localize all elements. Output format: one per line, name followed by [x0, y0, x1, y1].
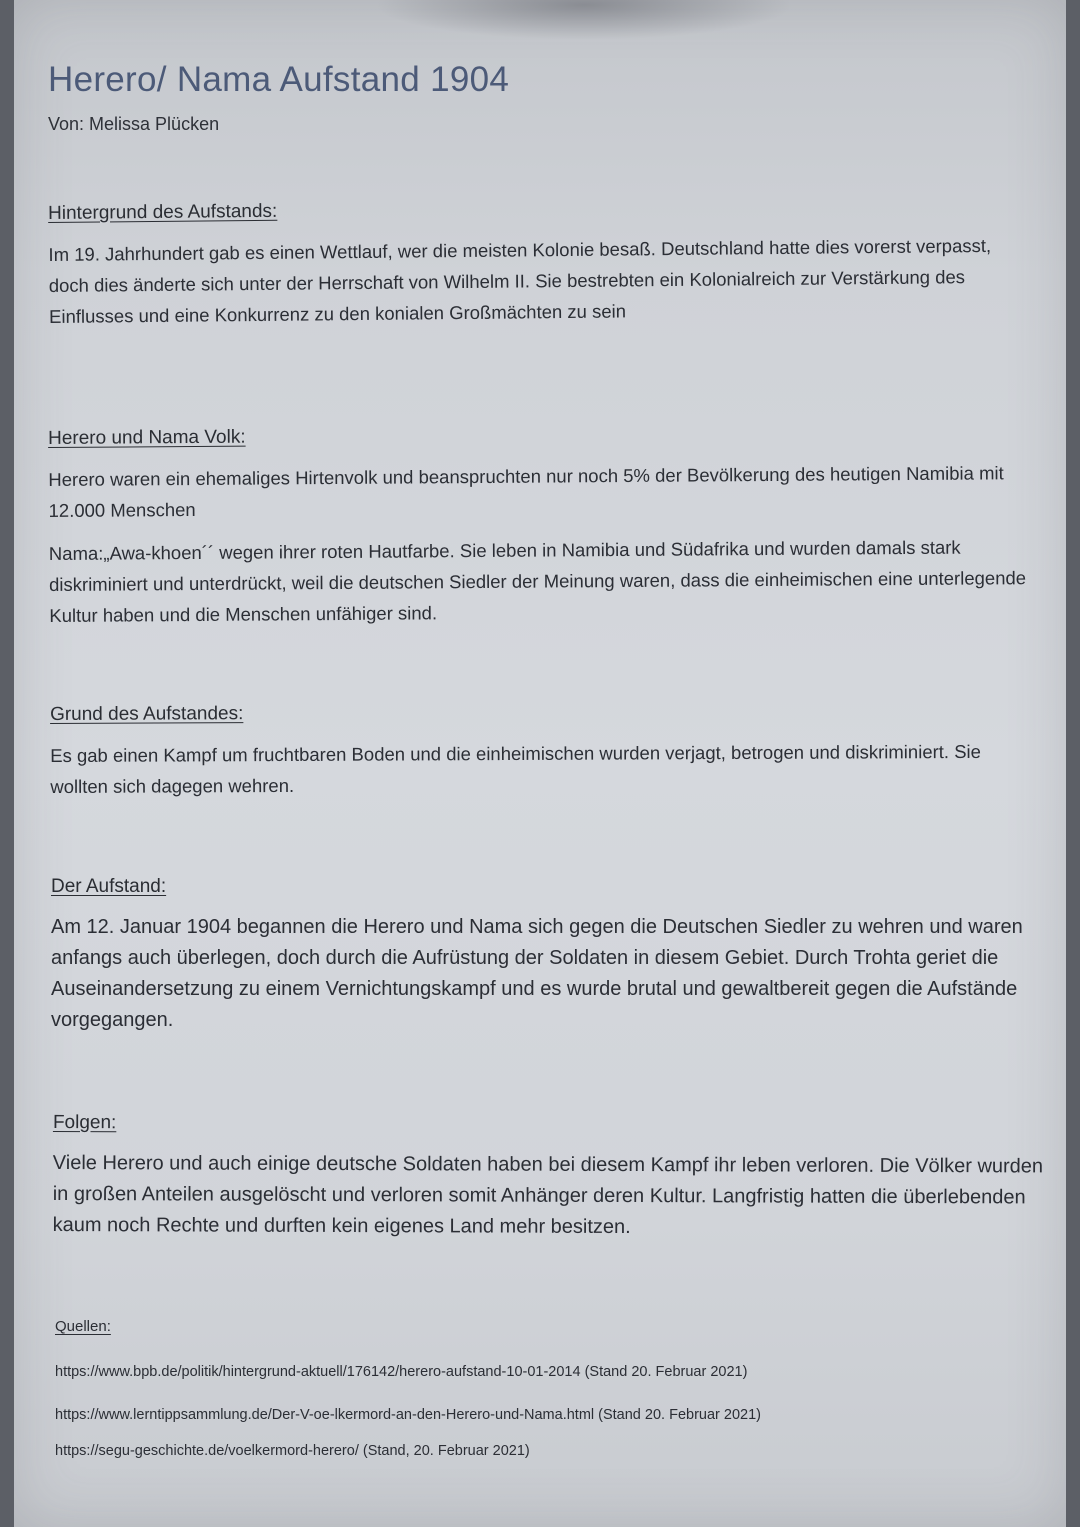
- document-page: [14, 0, 1066, 1527]
- section-paragraph: Im 19. Jahrhundert gab es einen Wettlauf, wer die meisten Kolonie besaß. Deutschland hatte dies vorerst verpasst, doch dies änderte sich unter der Herrschaft von Wilhelm II. Sie bestrebten ein Kolonialreich zur Verstärkung des Einflusses und eine Konkurrenz zu den konialen Großmächten zu sein: [48, 234, 992, 327]
- source-item: https://www.lerntippsammlung.de/Der-V-oe-lkermord-an-den-Herero-und-Nama.html (Stand 20. Februar 2021): [55, 1407, 761, 1423]
- section-paragraph: Nama:„Awa-khoen´´ wegen ihrer roten Hautfarbe. Sie leben in Namibia und Südafrika und wurden damals stark diskriminiert und unterdrückt, weil die deutschen Siedler der Meinung waren, dass die einheimischen eine unterlegende Kultur haben und die Menschen unfähiger sind.: [48, 536, 1027, 626]
- section-herero-nama-volk: [48, 421, 1034, 643]
- section-paragraph: Es gab einen Kampf um fruchtbaren Boden und die einheimischen wurden verjagt, betrogen und diskriminiert. Sie wollten sich dagegen wehren.: [50, 740, 981, 797]
- section-heading: Der Aufstand:: [51, 876, 167, 897]
- sources-label: Quellen:: [55, 1318, 111, 1335]
- source-item: https://segu-geschichte.de/voelkermord-herero/ (Stand, 20. Februar 2021): [55, 1443, 530, 1459]
- section-hintergrund: [48, 194, 1034, 344]
- document-title: Herero/ Nama Aufstand 1904: [48, 60, 510, 99]
- section-heading: Grund des Aufstandes:: [50, 703, 244, 725]
- section-heading: Herero und Nama Volk:: [48, 426, 246, 449]
- section-paragraph: Herero waren ein ehemaliges Hirtenvolk und beanspruchten nur noch 5% der Bevölkerung des heutigen Namibia mit 12.000 Menschen: [48, 462, 1004, 521]
- section-grund: [50, 700, 1035, 814]
- camera-shadow: [374, 0, 794, 40]
- section-der-aufstand: [51, 876, 1041, 1048]
- section-paragraph: Am 12. Januar 1904 begannen die Herero und Nama sich gegen die Deutschen Siedler zu wehren und waren anfangs auch überlegen, doch durch die Aufrüstung der Soldaten in diesem Gebiet. Durch Trohta geriet die Auseinandersetzung zu einem Vernichtungskampf und es wurde brutal und gewaltbereit gegen die Aufstände vorgegangen.: [51, 916, 1023, 1031]
- document-author: Von: Melissa Plücken: [48, 114, 220, 134]
- section-heading: Hintergrund des Aufstands:: [48, 200, 278, 224]
- section-heading: Folgen:: [52, 1112, 117, 1134]
- section-paragraph: Viele Herero und auch einige deutsche Soldaten haben bei diesem Kampf ihr leben verloren. Die Völker wurden in großen Anteilen ausgelöscht und verloren somit Anhänger deren Kultur. Langfristig hatten die überlebenden kaum noch Rechte und durften kein eigenes Land mehr besitzen.: [52, 1151, 1044, 1239]
- section-folgen: [53, 1112, 1048, 1256]
- source-item: https://www.bpb.de/politik/hintergrund-aktuell/176142/herero-aufstand-10-01-2014 (Stand 20. Februar 2021): [55, 1364, 748, 1380]
